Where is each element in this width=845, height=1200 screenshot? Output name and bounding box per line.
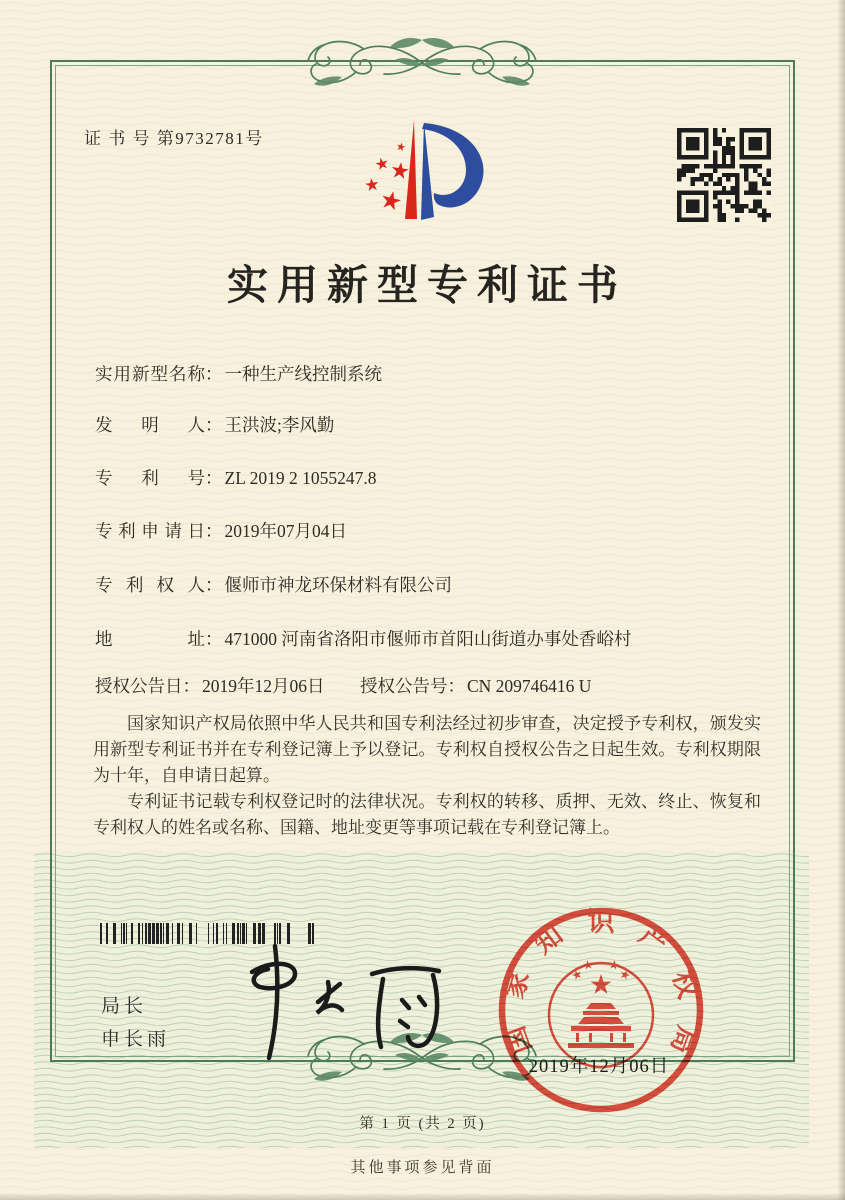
- top-scroll-ornament-icon: [272, 33, 572, 91]
- grant-no: CN 209746416 U: [467, 676, 592, 696]
- grant-date-label: 授权公告日: [95, 676, 183, 696]
- page-number: 第 1 页 (共 2 页): [359, 1116, 486, 1132]
- qr-code-icon: [677, 128, 771, 222]
- field-value: 471000 河南省洛阳市偃师市首阳山街道办事处香峪村: [224, 629, 632, 649]
- field-label: 发明人: [95, 415, 205, 435]
- national-emblem-icon: [549, 959, 653, 1067]
- back-note: 其他事项参见背面: [350, 1160, 495, 1176]
- seal-char: 权: [667, 967, 704, 1002]
- field-value: ZL 2019 2 1055247.8: [224, 468, 377, 488]
- certificate-title: 实用新型专利证书: [227, 262, 627, 308]
- field-value: 偃师市神龙环保材料有限公司: [224, 575, 452, 595]
- field-row-utility-name: [95, 361, 382, 386]
- field-label: 专利申请日: [95, 521, 205, 541]
- colon: ：: [205, 415, 223, 435]
- colon: ：: [205, 468, 223, 488]
- signature-shen-changyu-icon: [222, 940, 467, 1065]
- scan-edge-right: [837, 0, 845, 1200]
- seal-char: 识: [587, 907, 615, 937]
- field-value: 2019年07月04日: [224, 521, 347, 541]
- colon: ：: [205, 364, 223, 384]
- colon: ：: [182, 676, 200, 696]
- director-title: 局长: [101, 996, 148, 1017]
- paragraph-grant-statement: 国家知识产权局依照中华人民共和国专利法经过初步审查，决定授予专利权，颁发实用新型专利证书并在专利登记簿上予以登记。专利权自授权公告之日起生效。专利权期限为十年，自申请日起算。: [93, 714, 761, 785]
- cnipa-patent-logo-icon: [344, 116, 524, 238]
- colon: ：: [205, 575, 223, 595]
- seal-char: 国: [499, 1022, 538, 1058]
- grant-date: 2019年12月06日: [202, 676, 325, 696]
- colon: ：: [205, 521, 223, 541]
- field-row-patentee: [95, 572, 452, 597]
- colon: ：: [205, 629, 223, 649]
- certificate-number: 证 书 号 第9732781号: [84, 129, 264, 148]
- field-label: 专利号: [95, 468, 205, 488]
- scan-edge-bottom: [0, 1193, 845, 1200]
- grant-no-label: 授权公告号: [360, 676, 448, 696]
- field-row-patent-number: [95, 465, 376, 490]
- field-value: 王洪波;李风勤: [224, 415, 335, 435]
- field-label: 专利权人: [95, 575, 205, 595]
- paragraph-register-statement: 专利证书记载专利权登记时的法律状况。专利权的转移、质押、无效、终止、恢复和专利权人的姓名或名称、国籍、地址变更等事项记载在专利登记簿上。: [93, 792, 761, 837]
- seal-char: 知: [528, 919, 569, 960]
- field-label: 地址: [95, 629, 205, 649]
- field-row-grant: [95, 673, 592, 698]
- colon: ：: [447, 676, 465, 696]
- legal-paragraphs: [93, 711, 761, 841]
- field-row-filing-date: [95, 518, 347, 543]
- seal-char: 局: [664, 1022, 703, 1058]
- seal-char: 产: [633, 919, 674, 960]
- seal-char: 家: [498, 967, 535, 1002]
- seal-date: 2019年12月06日: [528, 1057, 670, 1077]
- official-seal-icon: [494, 903, 708, 1117]
- field-row-inventor: [95, 412, 334, 437]
- director-name: 申长雨: [101, 1029, 171, 1050]
- field-value: 一种生产线控制系统: [224, 364, 382, 384]
- field-row-address: [95, 626, 631, 651]
- field-label: 实用新型名称: [95, 364, 205, 384]
